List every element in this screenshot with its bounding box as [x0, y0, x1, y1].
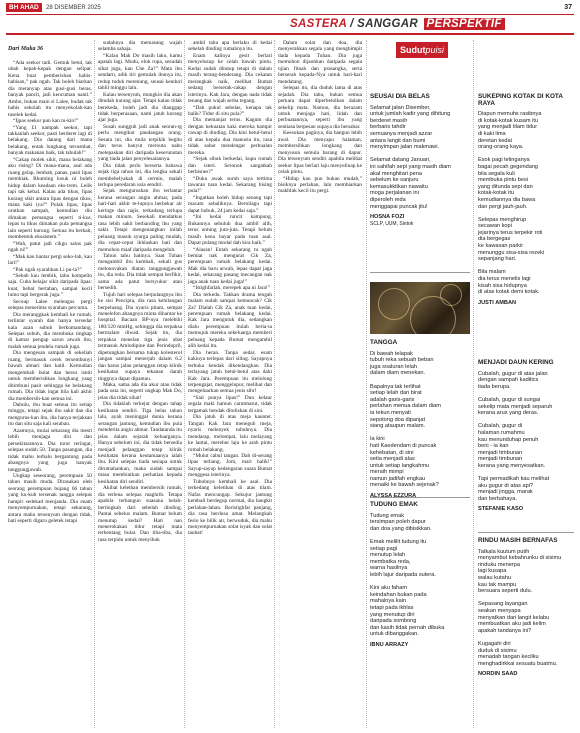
- poem-line: dalam diam menekan.: [370, 370, 426, 377]
- poem-line: dan pergi jauh-jauh.: [478, 203, 528, 210]
- page-number: 37: [564, 4, 572, 11]
- poem-line: Ia kini: [370, 436, 385, 443]
- poem-line: menyambut kebahrunku di sisimu: [478, 555, 562, 562]
- poem-line: kerana arus yang deras.: [478, 410, 539, 417]
- poem-line: ke kawasan parkir: [478, 243, 524, 250]
- poem-line: menjadi timbunan: [478, 449, 523, 456]
- poem-line: kisah sisa hidupnya: [478, 282, 527, 289]
- poem-author: IBNU ARRAZY: [370, 641, 409, 648]
- poem-line: Kini aku faham: [370, 585, 408, 592]
- poem-line: Tudung emak: [370, 512, 404, 519]
- story-paragraph: Dia tidak perlu berserta bahawa sejak tiga tahun ini, dia lengka sekali membebelyakah di cermin, malah terlupa peredaran usia sendiri.: [98, 162, 182, 188]
- story-paragraph: Ungkap seseorang, perempuan 50 tahun masih muda. Dirasakan oleh seorang perempuan bujang 66 tahun yang ku-kuh tersenak tangga selepas hampir sedekad menjanda. Dia enam menyempurnakan, tetapi sekarang, antara mahu tersenyum dengan tidak, hati seperti digaru geletek tetapi: [8, 473, 92, 525]
- poem-line: tetapi pada ikhlas: [370, 604, 414, 611]
- story-paragraph: Azamnya, mulai sekarang dia mesti lebih menjaga diri dan persekitarannya. Dia turut teringat, selepas sudah 50. Tanpa pasangan, dia tidak mahu terbalu bergantung pada abangnya yang juga banyak tanggungjawab.: [8, 427, 92, 473]
- story-paragraph: ambil tahu apa berlaku di kedai sebelah dinding rumahnya itu.: [188, 40, 272, 53]
- publication-logo: BH AHAD: [6, 3, 42, 12]
- story-paragraph: Akibat kelethan membersih rumah, dia terlena selepas maghrib. Tetapa apabila terbangun suasana helah-bertingkah dari sebelah dinding. Pantai sebelus malam. Bumat belum menutup kedai? Hati nan menerokakan tidur tetapi mata terbentang bulat. Dan tiba-tiba, dia rasa terpidu untuk menyibuk: [98, 485, 182, 543]
- poem-line: di atas kotak demi kotak.: [478, 289, 540, 296]
- poem-line: menjadi jingga, marak: [478, 489, 533, 496]
- poem-title: TANGGA: [370, 339, 398, 346]
- poem-line: namun jadifah engkau: [370, 475, 426, 482]
- poem-line: Selepas menghirup: [478, 216, 527, 223]
- poem-line: Sepasang layangan: [478, 601, 528, 608]
- story-paragraph: Dia mengesan sampah di sekeliah ruang, bermasuk cerek tersembunyi bawah almari dan katil. Kemudian mengembali bulat dan bersu isntit untuk memberishkan longkang yang ditimbuni pasir sehingga ke belakang rumah. Dia tidak ingat bila kali akhir dia membersih-kan semua ini.: [8, 350, 92, 402]
- poem-line: dia bergegas: [478, 236, 511, 243]
- poem-author: HOSNA FOZI: [370, 214, 405, 221]
- story-paragraph: Tujuh hari selepas berpulangnya ibu ke sisi Pencipta, dia rasa kehilangan berpeluang. Dia nyaris pitam, sempat menelefon abangnya minta dihantar ke hospital. Bacaan BP-nya melebihi 180/120 mmHg, sehingga dia terpaksa bermalam diwad. Sejak itu, dia terpaksa menelan tiga jenis ubat termasuk Amlodipine dan Perindopril, dipetungkan bersama tukap kolesterol jangan sampai menerjah dalam 6.2 dan harus jalan pelanggan tetap klinik kesihatan supaya tekanan darah tinggnya dapat dipantau.: [98, 291, 182, 382]
- story-column-4: [278, 40, 362, 725]
- story-paragraph: “Sejak sibuk berkedai, kupu rumah dan isteri. Seronok sangatkah berbisnes?”: [188, 156, 272, 176]
- poem-line: [370, 377, 470, 384]
- poem-line: membatka reda,: [370, 558, 411, 565]
- poem-line: secawan kopi: [478, 223, 512, 230]
- poem-line: Kugagahi diri: [478, 640, 511, 647]
- poem-line: dia terus menelis lagi: [478, 276, 531, 283]
- poem-line: keindahan bukan pada: [370, 591, 427, 598]
- poem-line: menggapai puncak jitu!: [370, 203, 428, 210]
- poem-line: Cubalah, gugur di sungai: [478, 396, 541, 403]
- poem-line: halaman rumahmu: [478, 429, 525, 436]
- poem-author: ALYSSA EZZURA: [370, 493, 417, 500]
- poem-line: tubuh reka sebuah beban: [370, 357, 434, 364]
- poem-author: JUSTI AMBAN: [478, 299, 517, 306]
- poem-title: SEUSAI DIA BELAS: [370, 93, 430, 100]
- poem-line: setiap lelah dan birat: [370, 390, 422, 397]
- story-column-1: [8, 60, 92, 725]
- story-paragraph: Dia tidaklah terkejut dengan tahap kesihatan sendiri. Tiga belas tahun lalu, ayah meninggal dunia kerana serangan jantung, kemudian ibu pula menderita angin ahmar. Tandatanda itu jelas dalam sejarah keluarganya. Hanya sebelum ini, dia tidak bersedia menjadi pelanggan tetap klinik kesihatan kerana keutamaanya ialah ibu. Kini selepas tiada sesiapa untuk dirumahankan, maka sudah sampai masa membiarkan perhatian kepada kesihatan diri sendiri.: [98, 401, 182, 485]
- poem-line: kehebatan, di sini: [370, 449, 414, 456]
- poem-line: kemasukkitkan nawaitu: [370, 183, 428, 190]
- story-paragraph: Secoup Lalee melengus pergi selepas menerima syarahan percuma.: [8, 298, 92, 312]
- story-paragraph: “Duku awak suruh saya tertima tawaran tuan kedai. Sekarang bising pula!”: [188, 175, 272, 195]
- story-column-3: [188, 40, 272, 725]
- poem-line: Esok pagi telinganya: [478, 157, 530, 164]
- story-paragraph: Tubuhnya kembali ke asal. Dia terkedang keletihan di atas tilam. Nafas mencungap. Sekujur jantung kembali berdegup normal, dia bangkit perlahan-lahan. Beristighfar panjang, dia rasa berdosa amat. Melangkah fesio ke bilik air, berwuduk, dia mahu menyempurnakan solat isyak dan solat taubat!: [188, 478, 272, 537]
- poem-line: menjadi timbunan: [478, 456, 523, 463]
- story-paragraph: Kalau tersenyum, mungkin dia akan ditudah kurang ajar. Tetapi kalau tidak berekeda, boleh jadi dia dianggap tidak berperasaan, nanti jatuh kurang ajar juga.: [98, 91, 182, 124]
- poem-line: dan kasih tidak pernah dibuka: [370, 624, 445, 631]
- poem-line: kau menunduhap penuh: [478, 436, 539, 443]
- poem-line: mahalnya kain: [370, 598, 407, 605]
- poem-line: Cubalah, gugur di atas jalan: [478, 370, 548, 377]
- poem-line: lagi kusapa: [478, 568, 507, 575]
- poem-line: setia menjadi alas: [370, 456, 415, 463]
- poem: [478, 360, 574, 513]
- poem-line: akal menghitari pena: [370, 170, 422, 177]
- poem-line: menadah tangan kecilku: [478, 654, 539, 661]
- story-paragraph: “Mak kau hantar pergi seko-lah, kau lari!”: [8, 253, 92, 267]
- section-rule: [6, 33, 574, 35]
- poem-line: beni - ia kan: [478, 443, 509, 450]
- puisi-label: puisi: [425, 45, 445, 55]
- poem-line: siang ataupun malam.: [370, 423, 426, 430]
- poem-line: menyimpan jalan makmawi.: [370, 144, 440, 151]
- story-paragraph: “Pak ngah syarahkan Li pu-la?”: [13, 266, 82, 273]
- story-column-2: [98, 40, 182, 725]
- poem-line: sekelip mata menjadi separuh: [478, 403, 553, 410]
- poem-line: [478, 595, 574, 602]
- poem-line: [478, 390, 574, 397]
- header-rule: [6, 14, 574, 15]
- poem-line: walau kutahu: [478, 574, 511, 581]
- poem-line: antara langit dan bumi: [370, 137, 426, 144]
- column-divider: [274, 40, 275, 728]
- poem-line: membuka pintu besi: [478, 177, 529, 184]
- poem: [478, 94, 574, 306]
- poem-line: yang menutup diri: [370, 611, 415, 618]
- poem-separator: [370, 272, 470, 273]
- poem-line: bila segala kuli: [478, 170, 515, 177]
- column-divider: [366, 40, 367, 728]
- section-slash: /: [346, 18, 358, 30]
- poem-line: sepanjang hari.: [478, 256, 517, 263]
- poem-line: warna hasilnya: [370, 565, 408, 572]
- poem-line: [370, 430, 470, 437]
- poem-line: daripada sombong: [370, 618, 417, 625]
- column-divider: [94, 40, 95, 728]
- issue-date: 28 DISEMBER 2025: [46, 5, 101, 11]
- poem-line: aku gugur di atas api?: [478, 482, 534, 489]
- poem-line: menaiki ke bawah sejenak?: [370, 482, 439, 489]
- poem: [370, 94, 470, 227]
- poem-author: STEFANIE KASO: [478, 506, 524, 513]
- poem-line: dan doa yang dibisikkan.: [370, 525, 432, 532]
- sudut-label: Sudut: [400, 45, 426, 55]
- poem-line: untuk jumlah kadir yang dihitung: [370, 111, 451, 118]
- poem-line: Emak melilit tudung itu: [370, 538, 427, 545]
- story-paragraph: Selepas itu, dia duduk lama di atas sejadah. Dia tahu, bukan semua perkara dapat diperbetulkan dalam sekelip mata. Namun, dia berazam untuk menjaga hati, lidah dan perbuatannya, seperti ibu yang sentiasa berpesan supaya dia bersabar.: [278, 85, 362, 130]
- poem-line: [370, 151, 470, 158]
- poem-line: ia tekun menyati: [370, 409, 411, 416]
- poem-line: menutup lelah: [370, 552, 406, 559]
- poem-separator: [370, 497, 470, 498]
- story-paragraph: “Dah pukul sebelas, kenapa tak balik? Tidur di situ pula?”: [188, 104, 272, 117]
- poem: [370, 340, 470, 500]
- poem-title: TUDUNG EMAK: [370, 501, 418, 508]
- section-sanggar: SANGGAR: [357, 18, 419, 30]
- story-paragraph: “Sebab kau lembik, tahu kompelin saja. Cuba belajar sikit daripada lipas: kuat, hebat bertahan, sampai kecil lumo tapi bergerak juga.”: [8, 272, 92, 299]
- poem-line: diperoleh reda: [370, 196, 406, 203]
- poem-line: di kotak-kotak kusam itu: [478, 117, 539, 124]
- poem-line: [478, 634, 574, 641]
- story-paragraph: “Sial punya lipas!” Dun kelaur segala maki hamun carutmarut, tidak tergamak hendak dituliskan di sini.: [188, 394, 272, 414]
- story-paragraph: Dia terkedu. Takkan drama tengah malam sudah sampai kemuncak? Cik Za? Dialah Cik Za, anak tuan kedai, perempuan rumah belakang kedai. Kak Jara mengutuk dia, sedangkan dialu perempuan itulah beria-ia memujuk mereka sekeluarga memberi peluang kepada Bumat mengambil alih kedai itu.: [188, 291, 272, 350]
- poem-line: perlahan menua dalam diam: [370, 403, 441, 410]
- story-paragraph: “Cakap molek sikit, mana belakang aku rising? Di mana-mana, asal ada ruang gelap, lembab, panas, pasti lipas membiak. Rhuming lusuk ni boleh hidup dalam keadaan eks-trem. Lelik tapi tak kebal. Kalau ada tikus, lipas kurang sikit antara lipas dengan tikus, mana kaki iya?” Pulak lipas, lipas urutkan sampah, kemudian diu dimakan pemangsa seperti ti-kus. lepas tu tikus dimakan pula pemangsa lain seperti burung. Semua itu berkait, membentuk ekosistem.”: [8, 156, 92, 241]
- story-paragraph: Maka, sama ada dia akur atau tidak pada usia ini, segerti ungkap Mak Do, jelas dia tidak sihat!: [98, 382, 182, 401]
- poem-line: tersimpan poleh dapur: [370, 519, 426, 526]
- story-paragraph: “Wah, patut jadi cikgu sains pak ngah ni!”: [8, 240, 92, 254]
- section-title: [290, 18, 505, 30]
- poem-line: orang-orang kaya.: [478, 144, 524, 151]
- poem: [478, 538, 574, 678]
- poem-line: setiap pagi: [370, 545, 398, 552]
- poem-separator: [478, 532, 574, 533]
- story-paragraph: sudahnya dia memasang wajah selamba sahaja.: [98, 40, 182, 53]
- poem-line: Tapi permadikah kau melihat: [478, 476, 550, 483]
- poem-line: apakah tandanya ini?: [478, 627, 532, 634]
- story-paragraph: Dia heran. Tanpa sedar, esam kakinya terlepas dari siling. Sayapnya terbuka kendak dikendangkan. Dia terlayang jatuh betul-betul atas dahi Kak Jara. Perempuan itu melolong terpengajat, menggelupur, melihat dan mengeluarkan semua jenis sihr!: [188, 349, 272, 395]
- poem-author-affiliation: SCLP, UUM, Sintok: [370, 220, 414, 227]
- poem-line: yang ditunda sepi dan: [478, 183, 533, 190]
- poem-line: menunggu sisa-sisa rezeki: [478, 249, 545, 256]
- poem-line: seakan menyapa: [478, 607, 521, 614]
- poem-line: bersuara seperti dulu.: [478, 588, 533, 595]
- poem-line: untuk setiap langkahmu: [370, 462, 430, 469]
- story-paragraph: Dalam solat dan doa, dia menyerahkan segala yang menghimpit dada kepada Tuhan. Dia juga memohon dijauhkan daripada segala ujian fitnah dan prasangka, serta berserah kepada-Nya untuk hari-hari mendatang.: [278, 40, 362, 85]
- story-paragraph: “Yang £1 nampak seekor, tapi takkanlah seekor, pasti berderet lagi di belakang. Dia datang dari mana belakang, entah longkang terusmhat, banyak makanan baik, tak tahulah!”: [8, 124, 92, 157]
- section-sastera: SASTERA: [290, 18, 347, 30]
- story-paragraph: Sejak mengurushan ibu terlantar kerana serangan angin ahmar, pada hari-hari akhir te-lupnya berbekar air keringe dan najis, terkadang terlupa makan minum. Sesekali mendatkus rasa lebih sakit berbanding ibu yang sakit. Tetapi mengenangkan inilah peluang masuk syurga paling mudah, dia cepat-cepat ikhlaskan hati dan memohon maaf daripada mengeluh.: [98, 188, 182, 253]
- poem-title: SUKEPING KOTAK DI KOTA RAYA: [478, 93, 563, 107]
- poem-title: RINDU MASIH BERNAFAS: [478, 537, 558, 544]
- story-paragraph: Dia memanjat terus. Kagum dia dengan kekuatan kaki mereka hampir cawap di dinding. Dia kini betul-betul di atas kepala dua manusia itu, rasa tidak sabar mendengar perbualan mereka.: [188, 117, 272, 156]
- poem-line: dan berbahaya.: [478, 495, 517, 502]
- poem-line: [370, 532, 470, 539]
- poem-line: Diapun memuhs rasibnya: [478, 111, 542, 118]
- poem-line: juga soaluran lelah: [370, 363, 417, 370]
- sudut-puisi-badge: [396, 40, 460, 62]
- poem-line: lebih lajur daripada sutera.: [370, 571, 436, 578]
- poem-line: sepotong doa dipanjat: [370, 416, 426, 423]
- poem-line: adalah garis-garis: [370, 396, 415, 403]
- poem-line: kotak-kotak itu: [478, 190, 515, 197]
- story-paragraph: Susah sungguh jadi anak seoran-rg perlu mengikut pandangan orang. Sesuta ini, dia mula terpikik begitu dan terus hanyut merouta nabu melepaskan diri daripada keserunutan yang tiada jalan penyelesaiannya.: [98, 123, 182, 163]
- poem-line: Di bawah telapak: [370, 350, 413, 357]
- poem-line: rinduku menerpa: [478, 561, 520, 568]
- poem-line: Selamat jalan Disember,: [370, 104, 431, 111]
- poem-line: Selamat datang Januari,: [370, 157, 431, 164]
- poem-line: di kaki lima: [478, 130, 506, 137]
- column-divider: [184, 40, 185, 728]
- poem-line: Tatkala kuutum putih: [478, 548, 530, 555]
- poem: [370, 502, 470, 648]
- poem-line: kau tak mampu: [478, 581, 517, 588]
- story-paragraph: “Mulut cabul tangan. Dah di-serang lipas terbang. Jom, mari balik!” Sayup-sayup kedengaran suara Bumat menggesa isterinya.: [188, 453, 272, 479]
- column-divider: [473, 40, 474, 728]
- poem-line: sebelum ke sanjuru: [370, 177, 419, 184]
- poem-line: menyatkan dari langit kelabu: [478, 614, 550, 621]
- poem-illustration: [370, 282, 470, 334]
- poem-line: tiada berupa.: [478, 383, 511, 390]
- story-paragraph: Dahulu, ibu buat semua itu setiap minggu, tetapi sejak ibu sakit dan dia mengurus-kan ibu, dia hanya terjaksan itu dan situ saja kali seraban.: [8, 402, 92, 428]
- poem-line: bagai pecah gegendang: [478, 163, 539, 170]
- story-paragraph: “Hidup kau pun bukan mudah,” bisiknya perlahan, lalu membiarkan makhluk kecil itu pergi.: [278, 175, 362, 195]
- story-paragraph: “Ijpas seekor pun kan tu-kin!”: [13, 118, 79, 125]
- poem-line: [370, 579, 470, 586]
- poem-line: [478, 210, 574, 217]
- story-paragraph: Dia jatuh di atas meja kaunter. Tangan Kak Jara meneguh meja, nyaris melenyek tubuhnya. Dia mendarap, melompat, lalu melayang ke lantai, merebut laju ke arah pintu rumah belakang.: [188, 414, 272, 453]
- poem-line: dengan sampah kaditics: [478, 377, 539, 384]
- poem-line: untuk dibanggakan.: [370, 631, 419, 638]
- poem-line: Bila malam: [478, 269, 506, 276]
- poem-line: membuatkan aku jadi kelim: [478, 621, 546, 628]
- story-paragraph: “Alasan! Entah sekarang tu ngah bemiat nak mengurat Cik Za, perempuan rumah belakang kedai. Mak dia baru arwah, lepas dapat jaga kedai, sekarang pasang mecangan nak jaga anak tuan kedai juga!”: [188, 246, 272, 285]
- story-paragraph: Tahun tahu hatinya. Saat Tuhan mengambil ibu kembali, sekali gus melonovakan diatan tanggungjawab itu, dia reda. Dia tidak sempat berfikir, sama ada patut bersyukur atau bersedih.: [98, 252, 182, 292]
- poem-line: meraih mimpi: [370, 469, 404, 476]
- poem-line: jejarinya terus terpekir roti: [478, 229, 543, 236]
- poem-line: kerana yang menyesatkan.: [478, 462, 546, 469]
- story-paragraph: “Istighfarlah, merepek apa ni Jara!”: [193, 285, 271, 292]
- poem-line: berbaris tahdir: [370, 124, 406, 131]
- poem-line: deretan kedai: [478, 137, 512, 144]
- story-paragraph: “Ini kedai runcit kampung. Bukannya sebuluh dua ambil alih, terus untung juta-juta. Tetapi belum masih kena bayar pada tuan asal. Dapat pulang modal dah kira baik.”: [188, 214, 272, 247]
- poem-line: [478, 417, 574, 424]
- section-perspektif: PERSPEKTIF: [424, 18, 505, 30]
- poem-line: moga perjalanan ini: [370, 190, 419, 197]
- story-paragraph: “Kalau Mak Do masih laku, kamu apatah lagi. Mudu, elok rupa, sesudah sihat juga, kan Che Za?” Mata ibu sendarn, adik tiri gemulah ibunya itu, redup tuduk merenung, seusai kenduri tahlil minggu lalu.: [98, 52, 182, 92]
- poem-line: semuanya menjadi azzar: [370, 130, 433, 137]
- poem-line: berderet masih: [370, 117, 408, 124]
- poem-line: kemudiannya dia bawa: [478, 196, 536, 203]
- story-paragraph: Dia meranggkak kembali ke rumah, terlintar syarah dan hanya tersedar kala azan subuh berkumandang. Selepas subuh, dia membuka tingkap di kamar pengap sarun atwah ibu, malah semua jendela rumah juga.: [8, 311, 92, 350]
- poem-line: hati Kaedendam di puncak: [370, 442, 437, 449]
- story-paragraph: Enam kalinya gesit berlari menyelusup ke celah bawah pintu. Kedai sudah ditutup tetapi di dalam masih terang-benderang. Dia cekatan merangkak naik, melihat Bumat sedang berserak-cakap dengan isterinya. Kak Jara, dengan nada tidak tenang dan wajah serba tegang.: [188, 52, 272, 105]
- poem-line: [478, 151, 574, 158]
- poem-line: Bapalnya tak terlihat: [370, 383, 421, 390]
- poem-line: ini sahifah sepi yang masih diam: [370, 163, 451, 170]
- poem-title: MENJADI DAUN KERING: [478, 359, 554, 366]
- poem-line: [478, 470, 574, 477]
- poem-line: yang menjadi tilam tidur: [478, 124, 538, 131]
- poem-line: Cubalah, gugur di: [478, 423, 523, 430]
- poem-line: menghadirkkai sesuatu buatmu.: [478, 660, 558, 667]
- poem-author: NORDIN SAAD: [478, 671, 518, 678]
- story-paragraph: “Ada seekor tadi. Gemuk betul, tak ubah kepak-kepak dengan selipar. Kena buat pemberishan habis-habisan,” pak ngah. Tak boleh biarkan dia meranyap atas gusi-gusi beras, banyak pancit, jadi kencuman nanti.” Ambo, bukan main si Lalee, budak tak habis sekolah itu menyekolah-kan tuselek kedai.: [8, 60, 92, 118]
- story-continuation: Dari Muka 36: [8, 46, 44, 52]
- story-paragraph: “Ingatkan boleh hidup senang tapi macam sebaliknya. Bernilagu tapi dapat hubuk, 24 jam kedai saja.”: [188, 194, 272, 214]
- poem-line: [478, 263, 574, 270]
- poem-line: duduk di sisimu: [478, 647, 517, 654]
- story-paragraph: Keesokan paginya, dia bangun lebih awal. Dia menyapu halaman, membersihkan longkang dan menyusun semula barang di dapur. Dia tersenyum sendiri apabila melihat seekor lipas berlari laju menyelinap ke celah pintu.: [278, 130, 362, 176]
